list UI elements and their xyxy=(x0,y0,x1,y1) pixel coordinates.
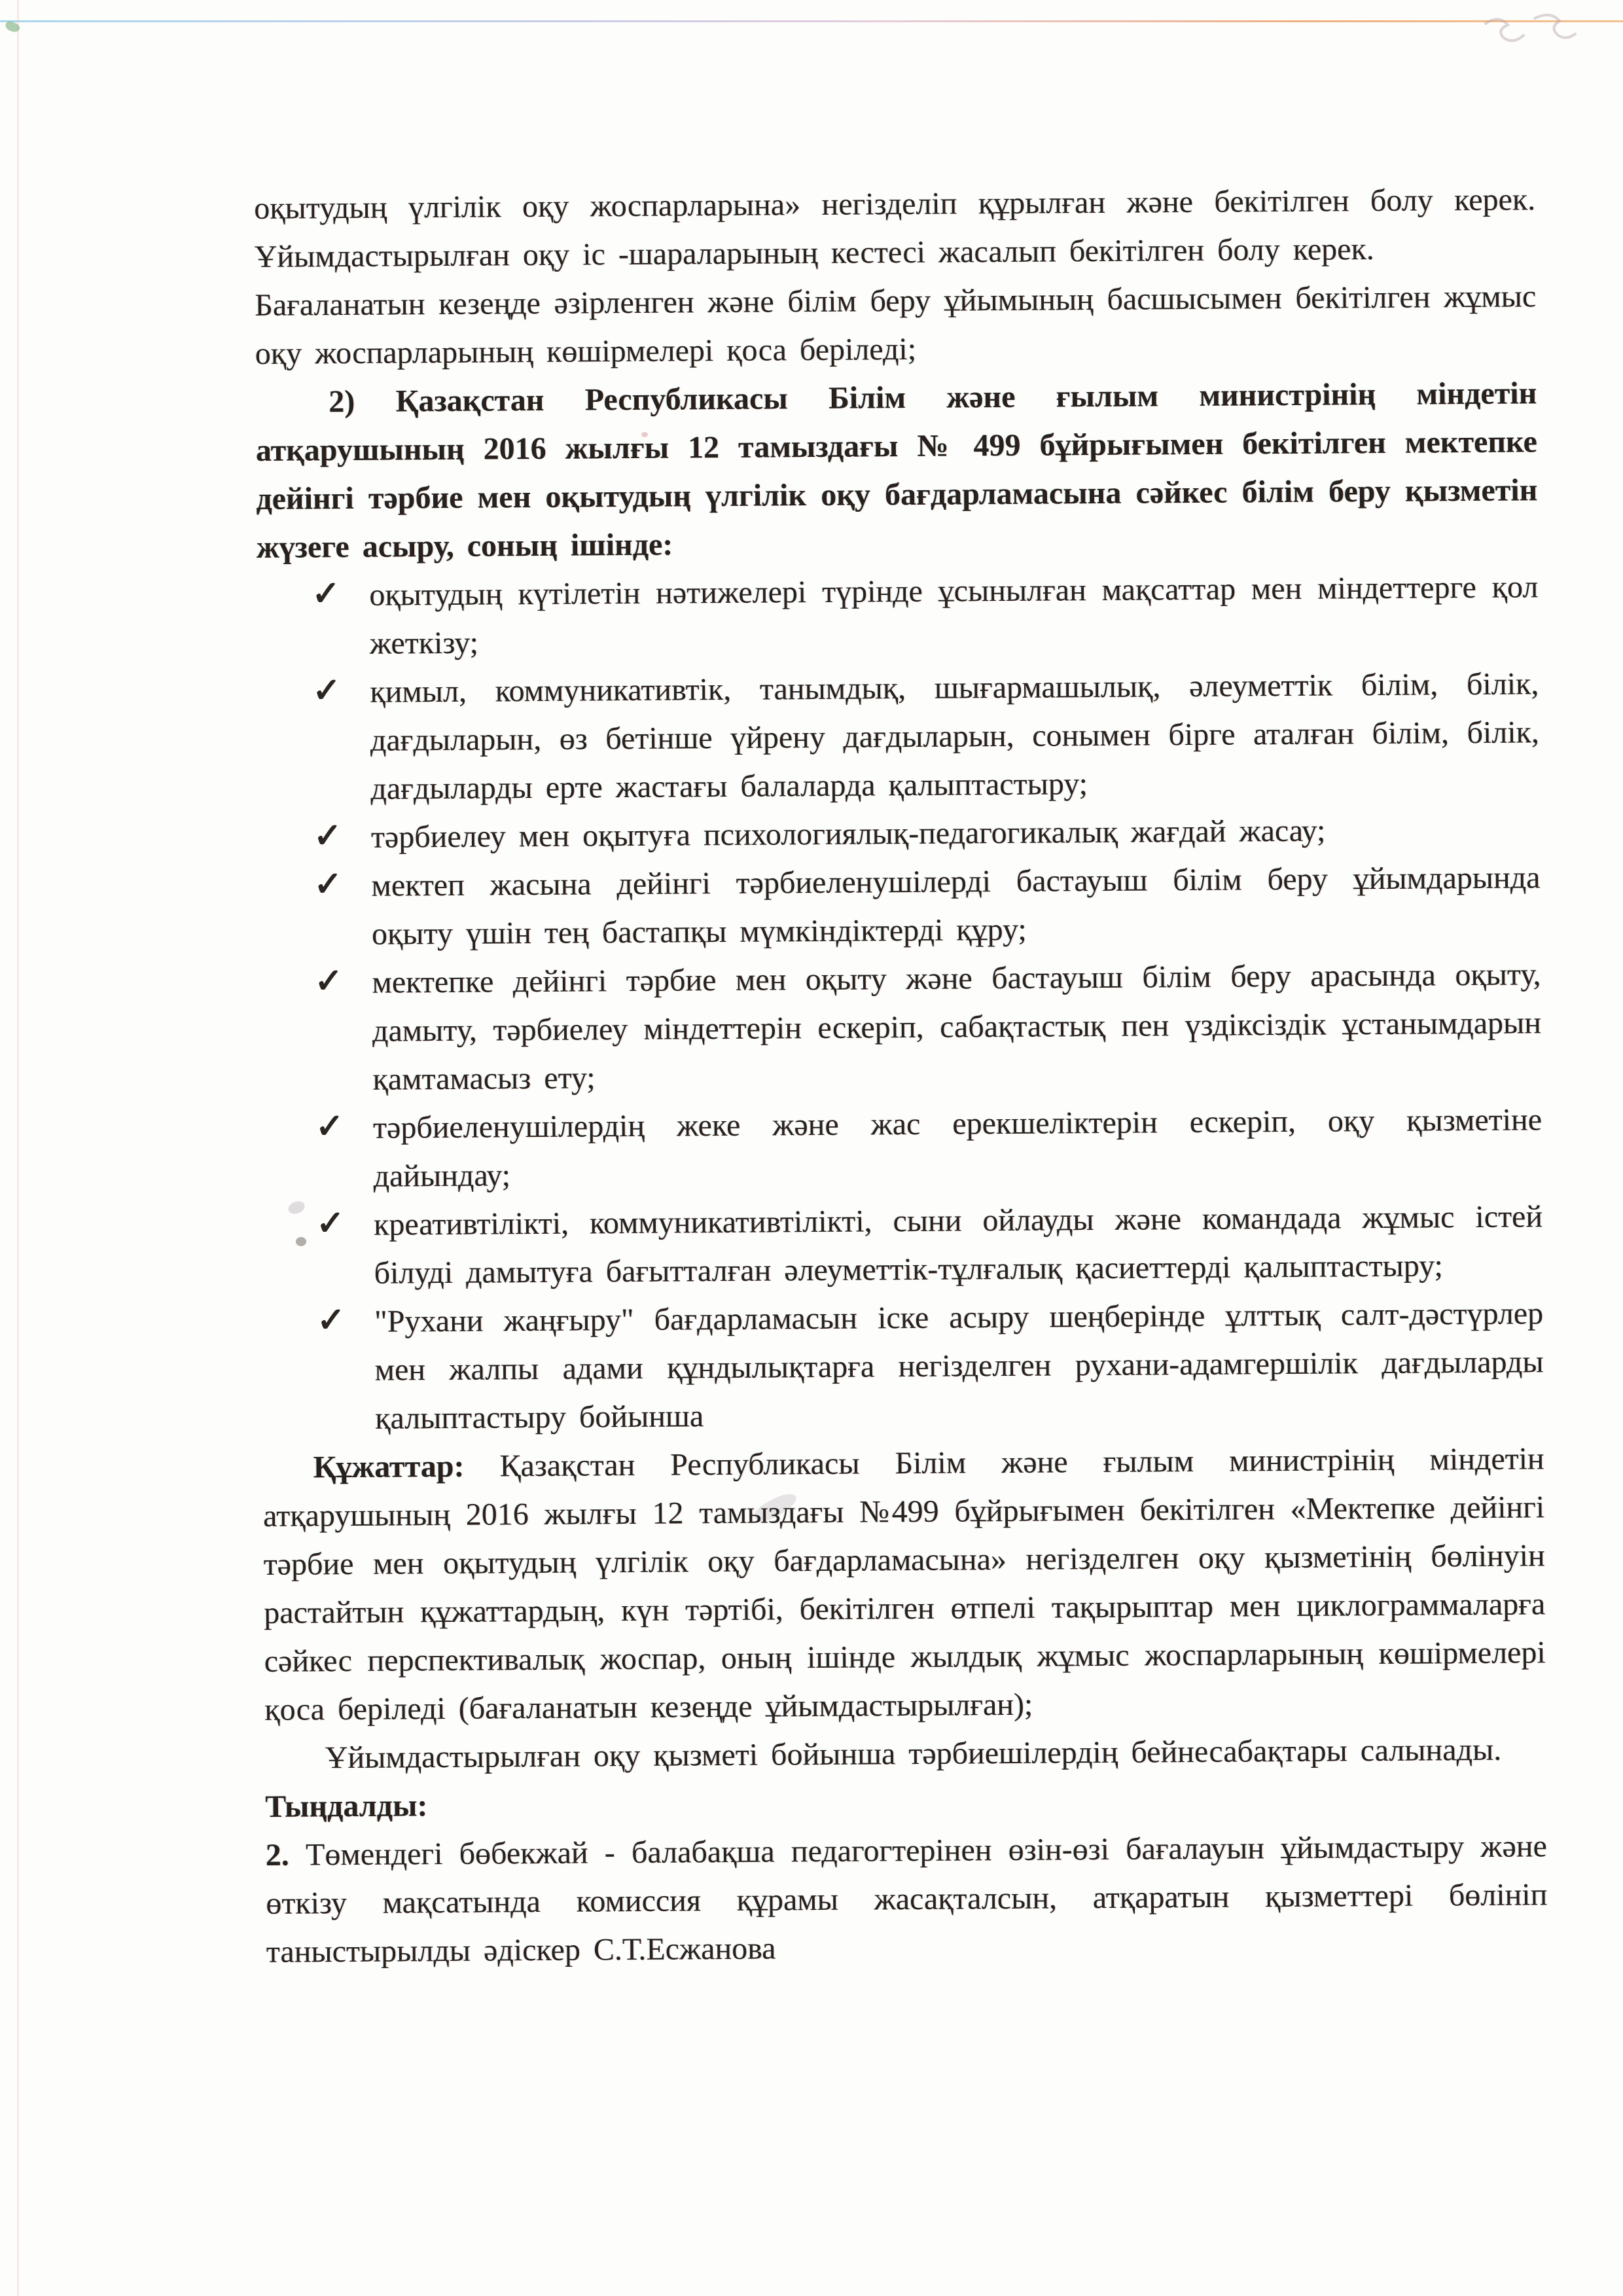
checkmark-icon: ✓ xyxy=(314,963,344,1001)
list-item xyxy=(259,853,1541,960)
checkmark-icon: ✓ xyxy=(312,575,341,613)
pencil-scribble-artifact xyxy=(1472,4,1616,76)
scanner-color-line-artifact xyxy=(0,20,1623,22)
checkmark-icon: ✓ xyxy=(313,866,343,904)
item-2-text: Төмендегі бөбекжай - балабақша педагогтерінен өзін-өзі бағалауын ұйымдастыру және өткізу мақсатында комиссия құрамы жасақталсын, атқаратын қызметтері бөлініп таныстырылды әдіскер С.Т.Есжанова xyxy=(266,1829,1548,1969)
paragraph-typical-plans: оқытудың үлгілік оқу жоспарларына» негізделіп құрылған және бекітілген болу керек. Ұйымдастырылған оқу іс -шараларының кестесі жасалып бекітілген болу керек. xyxy=(254,182,1536,274)
paragraph-documents xyxy=(262,1435,1546,1734)
scan-edge-line-artifact xyxy=(17,0,19,2296)
list-item-text: тәрбиеленушілердің жеке және жас ерекшеліктерін ескеріп, оқу қызметіне дайындау; xyxy=(372,1102,1543,1194)
checkmark-icon: ✓ xyxy=(312,672,342,710)
list-item-text: мектеп жасына дейінгі тәрбиеленушілерді бастауыш білім беру ұйымдарында оқыту үшін тең бастапқы мүмкіндіктерді құру; xyxy=(371,860,1541,952)
documents-text: Қазақстан Республикасы Білім және ғылым министрінің міндетін атқарушының 2016 жылғы 12 тамыздағы №499 бұйрығымен бекітілген «Мектепке дейінгі тәрбие мен оқытудың үлгілік оқу бағдарламасына» негізделген оқу қызметінің бөлінуін растайтын құжаттардың, күн тәртібі, бекітілген өтпелі тақырыптар мен циклограммаларға сәйкес перспективалық жоспар, оның ішінде жылдық жұмыс жоспарларының көшірмелері қоса беріледі (бағаланатын кезеңде ұйымдастырылған); xyxy=(263,1441,1546,1727)
list-item-text: қимыл, коммуникативтік, танымдық, шығармашылық, әлеуметтік білім, білік, дағдыларын, өз бетінше үйрену дағдыларын, сонымен бірге аталған білім, білік, дағдыларды ерте жастағы балаларда қалыптастыру; xyxy=(370,666,1540,806)
paragraph-point-2: 2) Қазақстан Республикасы Білім және ғылым министрінің міндетін атқарушының 2016 жылғы 12 тамыздағы № 499 бұйрығымен бекітілген мектепке дейінгі тәрбие мен оқытудың үлгілік оқу бағдарламасына сәйкес білім беру қызметін жүзеге асыру, соның ішінде: xyxy=(255,376,1538,565)
list-item xyxy=(259,950,1542,1105)
documents-label: Құжаттар: xyxy=(313,1448,465,1485)
list-item xyxy=(257,660,1540,814)
checkmark-icon: ✓ xyxy=(313,817,342,855)
list-item xyxy=(259,805,1540,863)
checkmark-icon: ✓ xyxy=(316,1302,346,1340)
checkmark-list xyxy=(257,563,1544,1444)
list-item xyxy=(257,563,1539,669)
checkmark-icon: ✓ xyxy=(315,1205,345,1243)
paragraph-item-2 xyxy=(266,1822,1548,1977)
paragraph-evaluated-period: Бағаланатын кезеңде әзірленген және білім беру ұйымының басшысымен бекітілген жұмыс оқу жоспарларының көшірмелері қоса беріледі; xyxy=(255,279,1537,371)
list-item-text: "Рухани жаңғыру" бағдарламасын іске асыру шеңберінде ұлттық салт-дәстүрлер мен жалпы адами құндылықтарға негізделген рухани-адамгершілік дағдыларды қалыптастыру бойынша xyxy=(374,1296,1544,1436)
list-item xyxy=(262,1289,1544,1444)
item-2-number: 2. xyxy=(265,1837,290,1873)
heading-heard: Тыңдалды: xyxy=(265,1788,428,1824)
list-item-text: мектепке дейінгі тәрбие мен оқыту және бастауыш білім беру арасында оқыту, дамыту, тәрбиелеу міндеттерін ескеріп, сабақтастық пен үздіксіздік ұстанымдарын қамтамасыз ету; xyxy=(372,957,1542,1097)
list-item xyxy=(261,1193,1543,1299)
list-item-text: креативтілікті, коммуникативтілікті, сыни ойлауды және командада жұмыс істей білуді дамытуға бағытталған әлеуметтік-тұлғалық қасиеттерді қалыптастыру; xyxy=(373,1199,1543,1291)
document-text-block xyxy=(254,175,1548,1977)
paragraph-video-lessons: Ұйымдастырылған оқу қызметі бойынша тәрбиешілердің бейнесабақтары салынады. xyxy=(325,1732,1502,1776)
list-item-text: оқытудың күтілетін нәтижелері түрінде ұсынылған мақсаттар мен міндеттерге қол жеткізу; xyxy=(369,569,1539,661)
list-item xyxy=(260,1096,1543,1202)
checkmark-icon: ✓ xyxy=(315,1108,344,1146)
list-item-text: тәрбиелеу мен оқытуға психологиялық-педагогикалық жағдай жасау; xyxy=(370,813,1326,855)
